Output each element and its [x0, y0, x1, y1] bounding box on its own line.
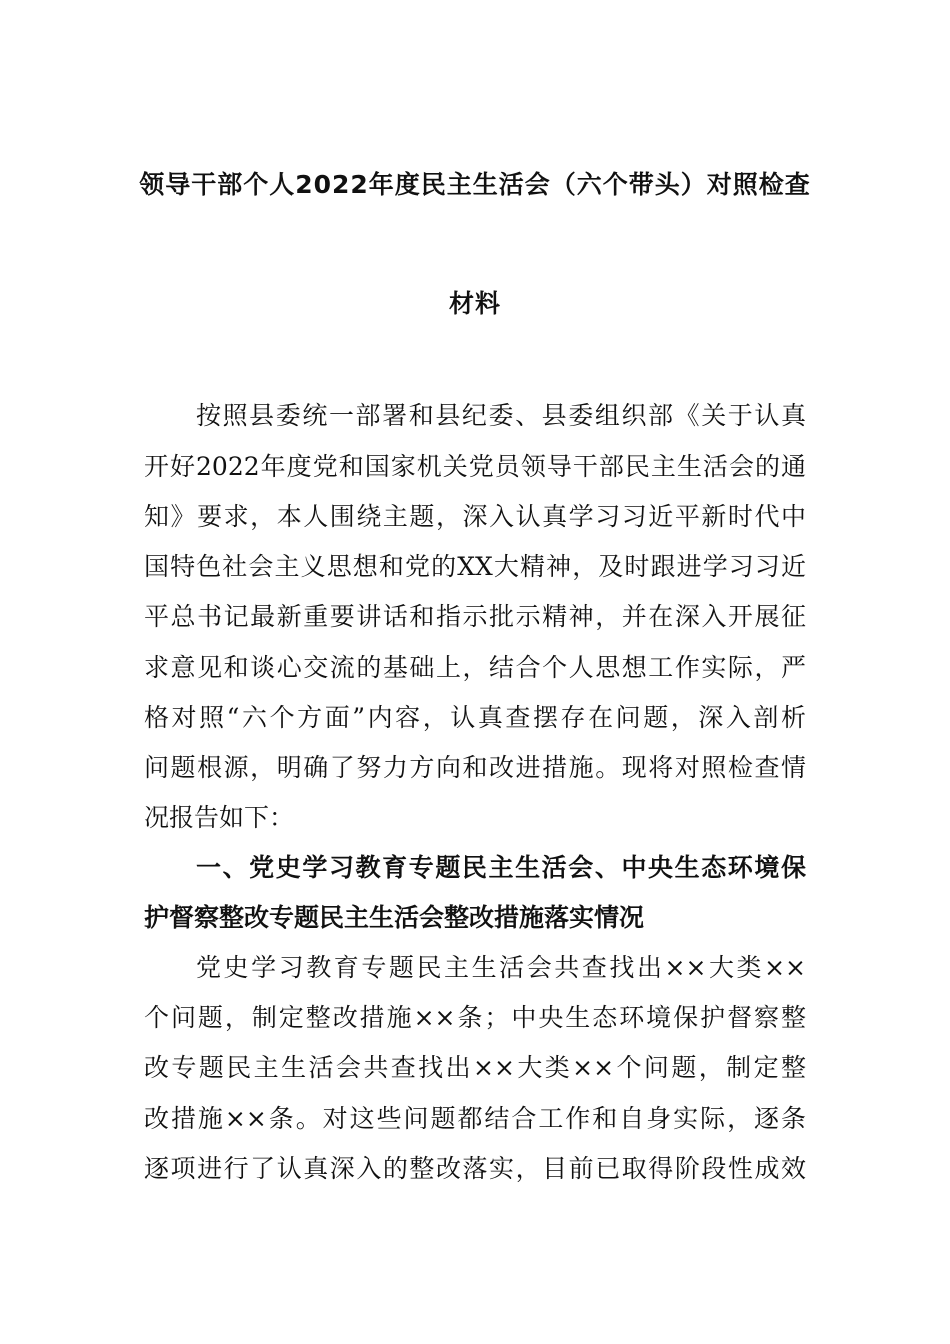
section-paragraph-line: 改措施××条。对这些问题都结合工作和自身实际，逐条: [144, 1104, 806, 1133]
intro-paragraph-line: 平总书记最新重要讲话和指示批示精神，并在深入开展征: [144, 602, 806, 631]
section-paragraph-line: 改专题民主生活会共查找出××大类××个问题，制定整: [144, 1053, 806, 1082]
intro-paragraph-line: 知》要求，本人围绕主题，深入认真学习习近平新时代中: [144, 502, 806, 531]
intro-paragraph-line: 格对照“六个方面”内容，认真查摆存在问题，深入剖析: [144, 703, 806, 732]
section-heading: 一、党史学习教育专题民主生活会、中央生态环境保: [196, 853, 806, 882]
section-heading: 护督察整改专题民主生活会整改措施落实情况: [144, 903, 645, 932]
intro-paragraph-line: 求意见和谈心交流的基础上，结合个人思想工作实际，严: [144, 653, 806, 682]
intro-paragraph-line: 开好2022年度党和国家机关党员领导干部民主生活会的通: [144, 452, 806, 481]
intro-paragraph-line: 国特色社会主义思想和党的XX大精神，及时跟进学习习近: [144, 552, 806, 581]
intro-paragraph-line: 按照县委统一部署和县纪委、县委组织部《关于认真: [196, 401, 806, 430]
section-paragraph-line: 个问题，制定整改措施××条；中央生态环境保护督察整: [144, 1003, 806, 1032]
section-paragraph-line: 逐项进行了认真深入的整改落实，目前已取得阶段性成效: [144, 1154, 806, 1183]
section-paragraph-line: 党史学习教育专题民主生活会共查找出××大类××: [196, 953, 806, 982]
document-title-continued: 材料: [448, 289, 501, 318]
document-title: 领导干部个人2022年度民主生活会（六个带头）对照检查: [139, 170, 811, 199]
intro-paragraph-line: 问题根源，明确了努力方向和改进措施。现将对照检查情: [144, 753, 806, 782]
intro-paragraph-line: 况报告如下：: [144, 803, 295, 832]
